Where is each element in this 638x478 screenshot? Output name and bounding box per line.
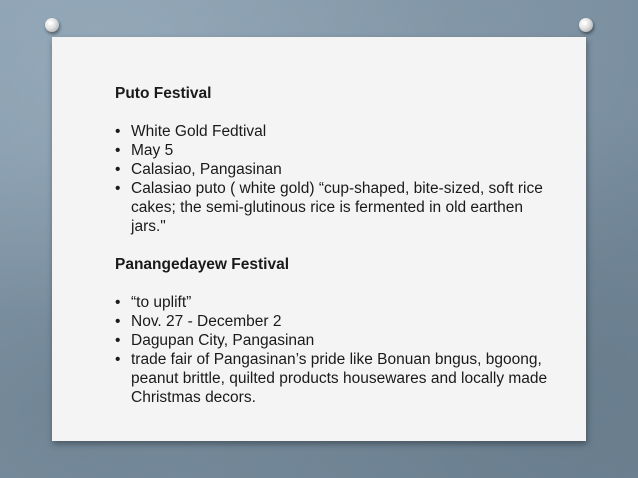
section-title-panangedayew: Panangedayew Festival — [115, 256, 290, 273]
bullet-list-panangedayew — [115, 293, 555, 407]
slide-content — [115, 84, 555, 407]
list-item: • “to uplift” — [115, 293, 555, 312]
list-item: • May 5 — [115, 141, 555, 160]
list-item: • Calasiao puto ( white gold) “cup-shaped, bite-sized, soft rice cakes; the semi-glutinous rice is fermented in old earthen jars." — [115, 179, 555, 236]
list-item: • trade fair of Pangasinan’s pride like Bonuan bngus, bgoong, peanut brittle, quilted products housewares and locally made Christmas decors. — [115, 350, 555, 407]
bullet-list-puto — [115, 122, 555, 236]
list-item: • White Gold Fedtival — [115, 122, 555, 141]
slide-card — [52, 37, 586, 441]
list-item: • Calasiao, Pangasinan — [115, 160, 555, 179]
list-item: • Dagupan City, Pangasinan — [115, 331, 555, 350]
list-item: • Nov. 27 - December 2 — [115, 312, 555, 331]
section-title-puto: Puto Festival — [115, 85, 212, 102]
pushpin-icon-right — [579, 18, 593, 32]
pushpin-icon-left — [45, 18, 59, 32]
